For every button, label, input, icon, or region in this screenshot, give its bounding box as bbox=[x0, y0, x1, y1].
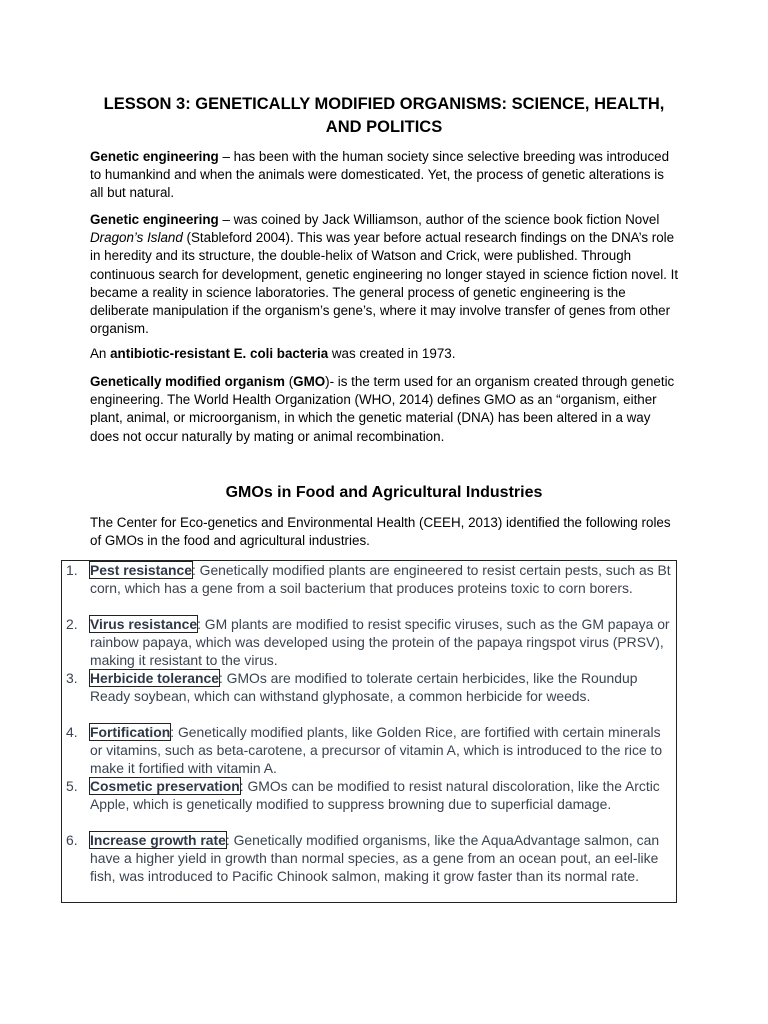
list-number: 5. bbox=[66, 778, 78, 794]
role-description: : Genetically modified organisms, like the AquaAdvantage salmon, can have a higher yield in growth than normal species, as a gene from an ocean pout, an eel-like fish, was introduced to Pacific Chinook salmon, making it grow faster than its normal rate. bbox=[90, 832, 660, 885]
role-description: : GMOs can be modified to resist natural discoloration, like the Arctic Apple, which is genetically modified to suppress browning due to superficial damage. bbox=[90, 778, 660, 813]
paragraph-text: ( bbox=[284, 374, 294, 389]
list-number: 1. bbox=[66, 562, 78, 578]
term-genetic-engineering: Genetic engineering bbox=[90, 212, 219, 227]
section-heading: GMOs in Food and Agricultural Industries bbox=[225, 484, 543, 501]
role-term: Pest resistance bbox=[90, 562, 192, 578]
lesson-title: LESSON 3: GENETICALLY MODIFIED ORGANISMS: SCIENCE, HEALTH, AND POLITICS bbox=[103, 95, 665, 136]
list-item bbox=[66, 777, 676, 813]
paragraph-genetic-engineering-history bbox=[90, 148, 680, 203]
section-intro: The Center for Eco-genetics and Environmental Health (CEEH, 2013) identified the following roles of GMOs in the food and agricultural industries. bbox=[90, 515, 671, 549]
list-item bbox=[66, 669, 676, 705]
role-term: Fortification bbox=[90, 724, 171, 740]
list-number: 4. bbox=[66, 724, 78, 740]
paragraph-text: was created in 1973. bbox=[328, 346, 456, 361]
abbr-gmo: GMO bbox=[293, 374, 326, 389]
role-term: Cosmetic preservation bbox=[90, 778, 240, 794]
paragraph-text: – was coined by Jack Williamson, author of the science book fiction Novel bbox=[218, 212, 660, 227]
paragraph-gmo-definition bbox=[90, 373, 680, 446]
role-term: Herbicide tolerance bbox=[90, 670, 219, 686]
role-description: : GM plants are modified to resist specific viruses, such as the GM papaya or rainbow papaya, which was developed using the protein of the papaya ringspot virus (PRSV), making it resistant to the virus. bbox=[90, 616, 670, 669]
role-term: Virus resistance bbox=[90, 616, 198, 632]
paragraph-ecoli bbox=[90, 345, 680, 363]
term-gmo: Genetically modified organism bbox=[90, 374, 285, 389]
role-description: : Genetically modified plants are engineered to resist certain pests, such as Bt corn, which has a gene from a soil bacterium that produces proteins toxic to corn borers. bbox=[90, 562, 671, 597]
paragraph-genetic-engineering-origin bbox=[90, 211, 680, 338]
role-description: : Genetically modified plants, like Golden Rice, are fortified with certain minerals or vitamins, such as beta-carotene, a precursor of vitamin A, which is introduced to the rice to make it fortified with vitamin A. bbox=[90, 724, 663, 777]
list-number: 2. bbox=[66, 616, 78, 632]
term-ecoli: antibiotic-resistant E. coli bacteria bbox=[110, 346, 329, 361]
list-item bbox=[66, 615, 676, 670]
role-term: Increase growth rate bbox=[90, 832, 226, 848]
list-item bbox=[66, 561, 676, 597]
term-genetic-engineering: Genetic engineering bbox=[90, 149, 219, 164]
paragraph-text: – has been with the human society since selective breeding was introduced to humankind and when the animals were domesticated. Yet, the process of genetic alterations is all but natural. bbox=[90, 149, 670, 201]
role-description: : GMOs are modified to tolerate certain herbicides, like the Roundup Ready soybean, which can withstand glyphosate, a common herbicide for weeds. bbox=[90, 670, 638, 705]
list-number: 6. bbox=[66, 832, 78, 848]
paragraph-text: An bbox=[90, 346, 111, 361]
book-title: Dragon’s Island bbox=[90, 230, 183, 246]
paragraph-text: )- is the term used for an organism created through genetic engineering. The World Health Organization (WHO, 2014) defines GMO as an “organism, either plant, animal, or microorganism, in which the genetic material (DNA) has been altered in a way does not occur naturally by mating or animal recombination. bbox=[90, 374, 675, 444]
list-item bbox=[66, 723, 676, 778]
paragraph-text: (Stableford 2004). This was year before actual research findings on the DNA’s role in heredity and its structure, the double-helix of Watson and Crick, were published. Through continuous search for development, genetic engineering no longer stayed in science fiction novel. It became a reality in science laboratories. The general process of genetic engineering is the deliberate manipulation if the organism’s gene’s, where it may involve transfer of genes from other organism. bbox=[90, 230, 679, 337]
list-item bbox=[66, 831, 676, 886]
list-number: 3. bbox=[66, 670, 78, 686]
